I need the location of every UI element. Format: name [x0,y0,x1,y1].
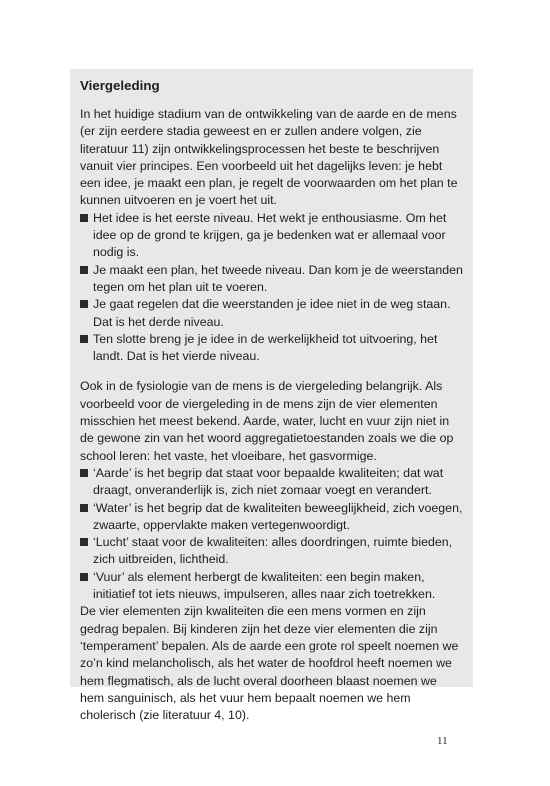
square-bullet-icon [80,469,88,477]
list-item-text: ‘Water’ is het begrip dat de kwaliteiten beweeglijkheid, zich voegen, zwaarte, oppervlakte maken vertegenwoordigt. [93,500,463,532]
list-item [80,534,464,569]
list-item [80,331,464,366]
square-bullet-icon [80,214,88,222]
list-item-text: Je gaat regelen dat die weerstanden je idee niet in de weg staan. Dat is het derde niveau. [93,297,451,329]
list-item-text: ‘Lucht’ staat voor de kwaliteiten: alles doordringen, ruimte bieden, zich uitbreiden, lichtheid. [93,535,453,567]
text-box [70,69,473,723]
list-item-text: Het idee is het eerste niveau. Het wekt je enthousiasme. Om het idee op de grond te krijgen, ga je bedenken wat er allemaal voor nodig is. [93,210,447,260]
physiology-paragraph: Ook in de fysiologie van de mens is de viergeleding belangrijk. Als voorbeeld voor de viergeleding in de mens zijn de vier elementen misschien het meest bekend. Aarde, water, lucht en vuur zijn niet in de gewone zin van het woord aggregatietoestanden zoals we die op school leren: het vaste, het vloeibare, het gasvormige. [80,379,454,463]
list-item-text: Ten slotte breng je je idee in de werkelijkheid tot uitvoering, het landt. Dat is het vierde niveau. [93,331,438,364]
list-item-text: Je maakt een plan, het tweede niveau. Dan kom je de weerstanden tegen om het plan uit te voeren. [93,262,463,294]
list-item [80,569,464,604]
page-number: 11 [437,735,448,747]
list-item [80,296,464,331]
elements-list [80,465,464,603]
square-bullet-icon [80,300,88,308]
list-item [80,465,464,500]
square-bullet-icon [80,266,88,274]
square-bullet-icon [80,538,88,546]
square-bullet-icon [80,335,88,343]
section-title: Viergeleding [80,78,160,93]
square-bullet-icon [80,573,88,581]
list-item-text: ‘Aarde’ is het begrip dat staat voor bepaalde kwaliteiten; dat wat draagt, onveranderlijk is, zich niet zomaar voegt en verandert. [93,465,444,498]
list-item [80,210,464,262]
intro-paragraph: In het huidige stadium van de ontwikkeling van de aarde en de mens (er zijn eerdere stadia geweest en er zullen andere volgen, zie literatuur 11) zijn ontwikkelingsprocessen het beste te beschrijven vanuit vier principes. Een voorbeeld uit het dagelijks leven: je hebt een idee, je maakt een plan, je regelt de voorwaarden om het plan te kunnen uitvoeren en je voert het uit. [80,107,458,208]
levels-list [80,210,464,366]
list-item [80,500,464,535]
closing-paragraph: De vier elementen zijn kwaliteiten die een mens vormen en zijn gedrag bepalen. Bij kinderen zijn het deze vier elementen die zijn ‘temperament’ bepalen. Als de aarde een grote rol speelt noemen we zo’n kind melancholisch, als het water de hoofdrol heeft noemen we hem flegmatisch, als de lucht overal doorheen blaast noemen we hem sanguinisch, als het vuur hem bepaalt noemen we hem cholerisch (zie literatuur 4, 10). [80,604,459,723]
list-item [80,262,464,297]
square-bullet-icon [80,504,88,512]
list-item-text: ‘Vuur’ als element herbergt de kwaliteiten: een begin maken, initiatief tot iets nieuws, impulseren, alles naar zich toetrekken. [93,569,436,602]
